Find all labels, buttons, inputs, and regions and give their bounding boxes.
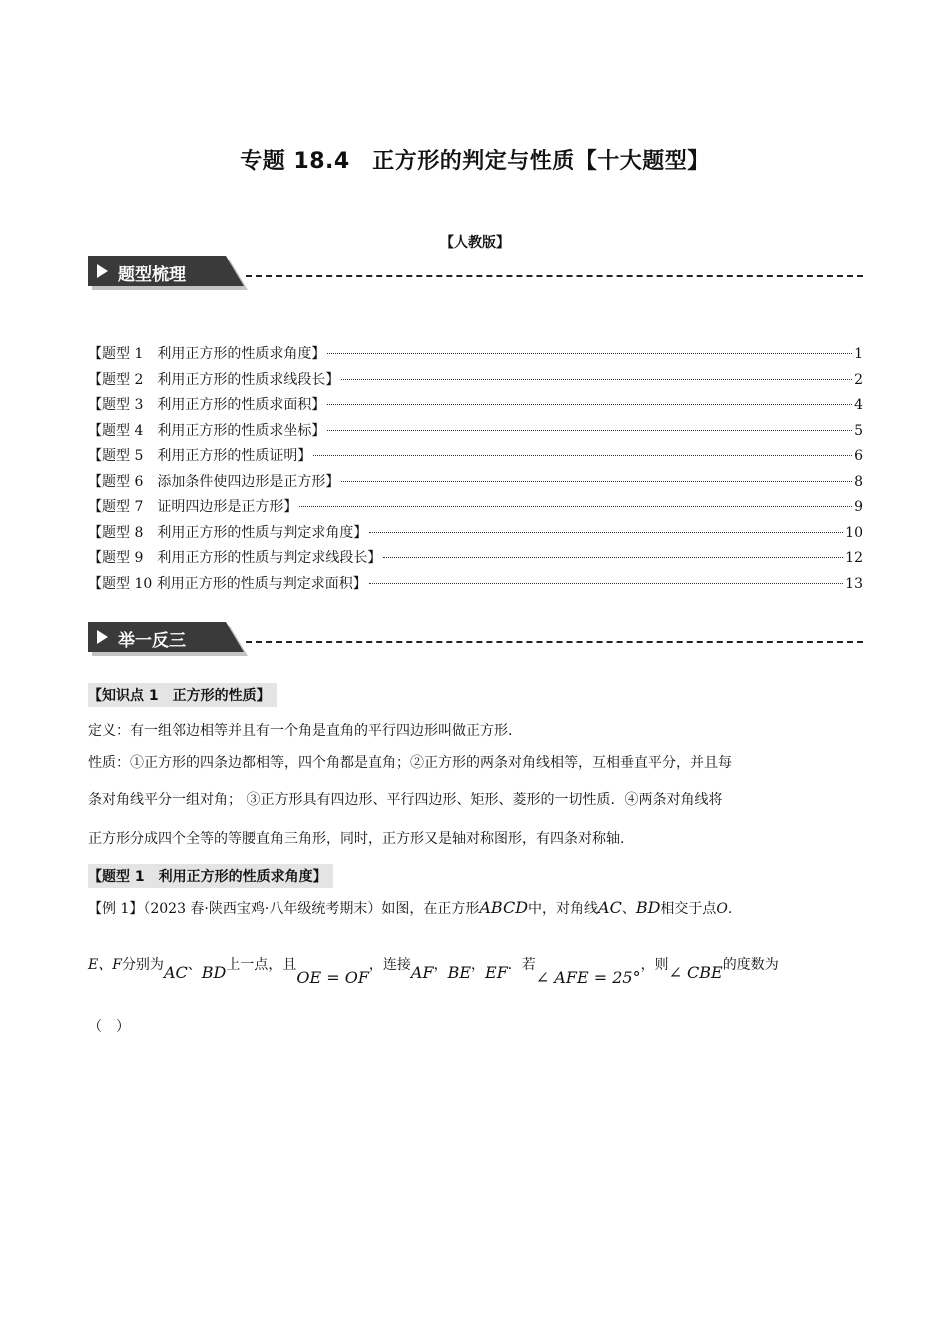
knowledge-point-heading: 【知识点 1 正方形的性质】: [88, 683, 277, 707]
toc-entry[interactable]: 【题型 9 利用正方形的性质与判定求线段长】 12: [88, 550, 863, 566]
section-label: 题型梳理: [118, 265, 186, 285]
toc-entry[interactable]: 【题型 1 利用正方形的性质求角度】 1: [88, 346, 863, 362]
section-header-practice: [88, 622, 863, 656]
edition-label: 【人教版】: [440, 235, 510, 251]
toc-entry[interactable]: 【题型 2 利用正方形的性质求线段长】 2: [88, 371, 863, 388]
toc-entry[interactable]: 【题型 5 利用正方形的性质证明】 6: [88, 448, 863, 464]
toc-entry[interactable]: 【题型 7 证明四边形是正方形】 9: [88, 499, 863, 515]
play-arrow-icon: [97, 264, 108, 278]
properties-line-3: 正方形分成四个全等的等腰直角三角形，同时，正方形又是轴对称图形，有四条对称轴.: [88, 831, 625, 847]
page-title: 专题 18.4 正方形的判定与性质【十大题型】: [240, 149, 710, 174]
definition-text: 定义：有一组邻边相等并且有一个角是直角的平行四边形叫做正方形.: [88, 723, 513, 739]
section-label: 举一反三: [118, 631, 186, 651]
answer-blank: （ ）: [88, 1019, 130, 1035]
toc-entry[interactable]: 【题型 4 利用正方形的性质求坐标】 5: [88, 422, 863, 439]
question-type-heading: 【题型 1 利用正方形的性质求角度】: [88, 864, 333, 888]
toc-entry[interactable]: 【题型 6 添加条件使四边形是正方形】 8: [88, 473, 863, 490]
example-line-1: 【例 1】（2023 春·陕西宝鸡·八年级统考期末）如图，在正方形ABCD中，对角线AC、BD相交于点O.: [88, 898, 733, 917]
properties-line-1: 性质：①正方形的四条边都相等，四个角都是直角；②正方形的两条对角线相等，互相垂直平分，并且每: [88, 755, 732, 771]
section-header-outline: [88, 256, 863, 290]
properties-line-2: 条对角线平分一组对角； ③正方形具有四边形、平行四边形、矩形、菱形的一切性质．④两条对角线将: [88, 792, 723, 808]
example-line-2: E、F分别为AC、BD上一点，且OE = OF，连接AF，BE，EF．若∠ AFE = 25°，则∠ CBE的度数为: [88, 957, 779, 987]
dash-dot-rule: [246, 275, 863, 277]
dash-dot-rule: [246, 641, 863, 643]
toc-entry[interactable]: 【题型 10 利用正方形的性质与判定求面积】 13: [88, 575, 863, 592]
toc-entry[interactable]: 【题型 3 利用正方形的性质求面积】 4: [88, 397, 863, 413]
toc-entry[interactable]: 【题型 8 利用正方形的性质与判定求角度】 10: [88, 524, 863, 541]
table-of-contents: [88, 343, 863, 598]
play-arrow-icon: [97, 630, 108, 644]
